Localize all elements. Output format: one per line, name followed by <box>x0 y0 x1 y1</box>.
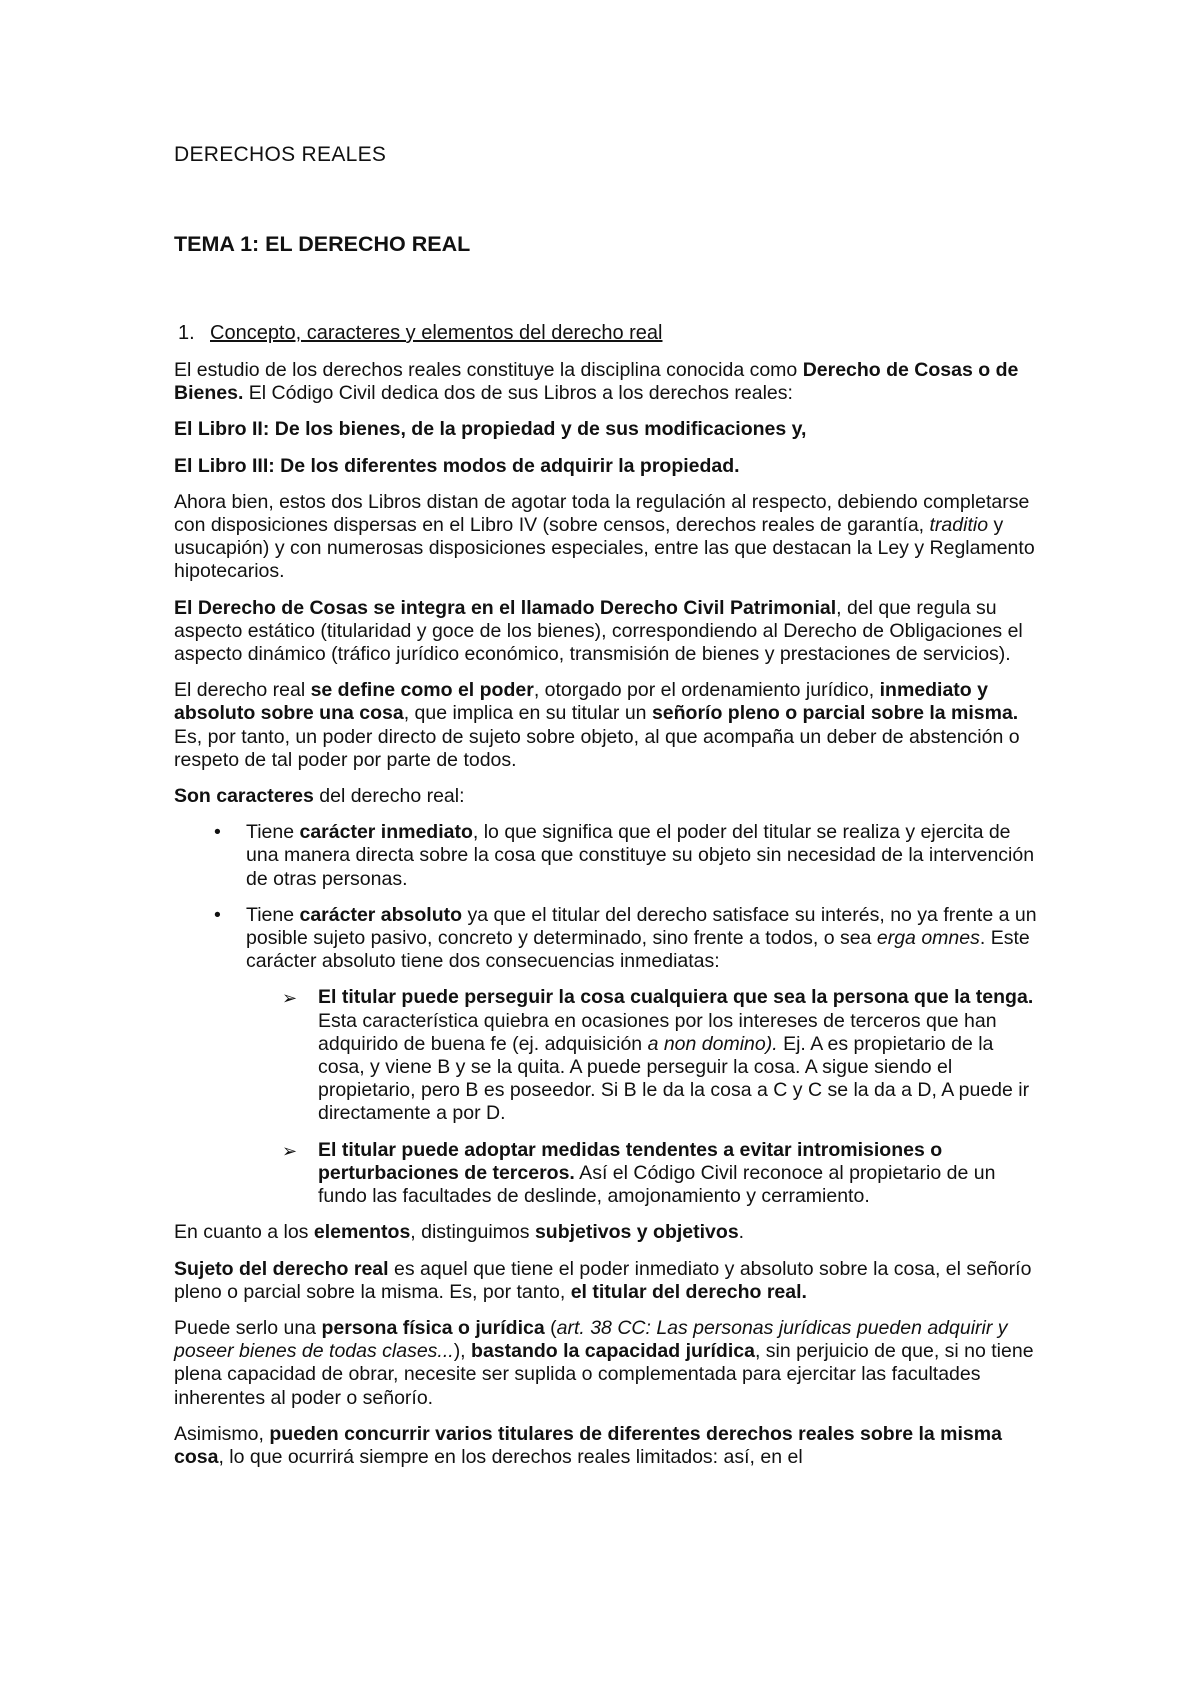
paragraph-persona <box>174 1317 1040 1410</box>
text-run: , distinguimos <box>410 1221 535 1244</box>
bold-run: Son caracteres <box>174 785 314 808</box>
caracteres-list <box>174 821 1040 973</box>
text-run: El Código Civil dedica dos de sus Libros a los derechos reales: <box>243 382 793 405</box>
text-run: . <box>738 1221 745 1244</box>
section-title: Concepto, caracteres y elementos del derecho real <box>210 322 663 344</box>
list-item <box>174 1139 1040 1209</box>
italic-run: traditio <box>929 514 989 537</box>
paragraph-definicion <box>174 679 1040 772</box>
paragraph-intro <box>174 359 1040 405</box>
paragraph-libro-iii <box>174 455 1040 478</box>
text-run: del derecho real: <box>313 785 465 808</box>
bold-run: El Derecho de Cosas se integra en el llamado Derecho Civil Patrimonial <box>174 596 837 619</box>
bold-run: El titular puede perseguir la cosa cualquiera que sea la persona que la tenga. <box>318 986 1034 1009</box>
bold-run: inmediato y absoluto sobre una cosa <box>174 679 988 725</box>
bold-run: carácter absoluto <box>299 903 463 926</box>
text-run: ya que el titular del derecho satisface su interés, no ya frente a un posible sujeto pasivo, concreto y determinado, sino frente a todos, o sea <box>246 903 1037 950</box>
paragraph-regulacion <box>174 491 1040 584</box>
consecuencias-list <box>174 986 1040 1208</box>
bold-run: bastando la capacidad jurídica <box>471 1340 755 1363</box>
document-body <box>174 359 1040 1482</box>
text-run: En cuanto a los <box>174 1221 314 1244</box>
document-title: DERECHOS REALES <box>174 143 387 166</box>
text-run: Tiene <box>246 903 300 926</box>
paragraph-caracteres <box>174 785 1040 808</box>
list-item <box>174 904 1040 974</box>
text-run: ( <box>544 1316 557 1339</box>
bullet-icon: • <box>214 903 221 926</box>
bullet-icon: • <box>214 821 221 844</box>
paragraph-sujeto <box>174 1258 1040 1304</box>
text-run: Puede serlo una <box>174 1316 322 1339</box>
bold-run: persona física o jurídica <box>321 1316 545 1339</box>
text-run: Asimismo, <box>174 1422 270 1445</box>
paragraph-derecho-cosas <box>174 597 1040 667</box>
bold-run: subjetivos y objetivos <box>534 1221 739 1244</box>
italic-run: erga omnes <box>876 927 980 950</box>
bold-run: carácter inmediato <box>299 821 473 844</box>
paragraph-titulares <box>174 1423 1040 1469</box>
text-run: El derecho real <box>174 679 311 702</box>
bold-run: pueden concurrir varios titulares de diferentes derechos reales sobre la misma cosa <box>174 1422 1002 1468</box>
text-run: , lo que significa que el poder del titular se realiza y ejercita de una manera directa sobre la cosa que constituye su objeto sin necesidad de la intervención de otras personas. <box>246 821 1035 890</box>
text-run: , lo que ocurrirá siempre en los derechos reales limitados: así, en el <box>218 1445 803 1468</box>
list-item <box>174 986 1040 1125</box>
paragraph-elementos <box>174 1221 1040 1244</box>
bold-run: se define como el poder <box>310 679 534 702</box>
section-number: 1. <box>178 322 195 344</box>
arrow-bullet-icon: ➢ <box>282 988 298 1009</box>
paragraph-libro-ii <box>174 418 1040 441</box>
bold-run: El titular puede adoptar medidas tendentes a evitar intromisiones o perturbaciones de terceros. <box>318 1138 943 1184</box>
text-run: Ej. A es propietario de la cosa, y viene B y se la quita. A puede perseguir la cosa. A sigue siendo el propietario, pero B es poseedor. Si B le da la cosa a C y C se la da a D, A puede ir directamente a por D. <box>318 1032 1030 1125</box>
italic-run: a non domino). <box>647 1032 778 1055</box>
bold-run: Sujeto del derecho real <box>174 1257 389 1280</box>
text-run: , del que regula su aspecto estático (titularidad y goce de los bienes), correspondiendo al Derecho de Obligaciones el aspecto dinámico (tráfico jurídico económico, transmisión de bienes y prestaciones de servicios). <box>174 596 1023 666</box>
text-run: , otorgado por el ordenamiento jurídico, <box>533 679 880 702</box>
italic-run: art. 38 CC: Las personas jurídicas pueden adquirir y poseer bienes de todas clases... <box>174 1316 1008 1363</box>
text-run: Ahora bien, estos dos Libros distan de agotar toda la regulación al respecto, debiendo completarse con disposiciones dispersas en el Libro IV (sobre censos, derechos reales de garantía, <box>174 490 1030 537</box>
text-run: ), <box>453 1340 472 1363</box>
section-heading <box>174 322 662 345</box>
bold-run: elementos <box>313 1221 411 1244</box>
arrow-bullet-icon: ➢ <box>282 1140 298 1161</box>
text-run: Esta característica quiebra en ocasiones por los intereses de terceros que han adquirido de buena fe (ej. adquisición <box>318 1009 997 1055</box>
text-run: y usucapión) y con numerosas disposiciones especiales, entre las que destacan la Ley y Reglamento hipotecarios. <box>174 514 1035 583</box>
text-run: Así el Código Civil reconoce al propietario de un fundo las facultades de deslinde, amojonamiento y cerramiento. <box>318 1161 996 1208</box>
bold-run: El Libro III: De los diferentes modos de adquirir la propiedad. <box>174 454 740 477</box>
bold-run: El Libro II: De los bienes, de la propiedad y de sus modificaciones y, <box>174 418 807 441</box>
bold-run: el titular del derecho real. <box>570 1280 807 1303</box>
text-run: , sin perjuicio de que, si no tiene plena capacidad de obrar, necesite ser suplida o complementada para ejercitar las facultades inherentes al poder o señorío. <box>174 1340 1034 1409</box>
text-run: . Este carácter absoluto tiene dos consecuencias inmediatas: <box>246 927 1030 973</box>
bold-run: señorío pleno o parcial sobre la misma. <box>651 702 1019 725</box>
text-run: es aquel que tiene el poder inmediato y absoluto sobre la cosa, el señorío pleno o parcial sobre la misma. Es, por tanto, <box>174 1257 1032 1303</box>
tema-heading: TEMA 1: EL DERECHO REAL <box>174 232 471 256</box>
text-run: Tiene <box>246 821 300 844</box>
text-run: , que implica en su titular un <box>403 702 652 725</box>
text-run: Es, por tanto, un poder directo de sujeto sobre objeto, al que acompaña un deber de abstención o respeto de tal poder por parte de todos. <box>174 725 1020 771</box>
bold-run: Derecho de Cosas o de Bienes. <box>174 359 1019 405</box>
list-item <box>174 821 1040 891</box>
text-run: El estudio de los derechos reales constituye la disciplina conocida como <box>174 359 803 381</box>
